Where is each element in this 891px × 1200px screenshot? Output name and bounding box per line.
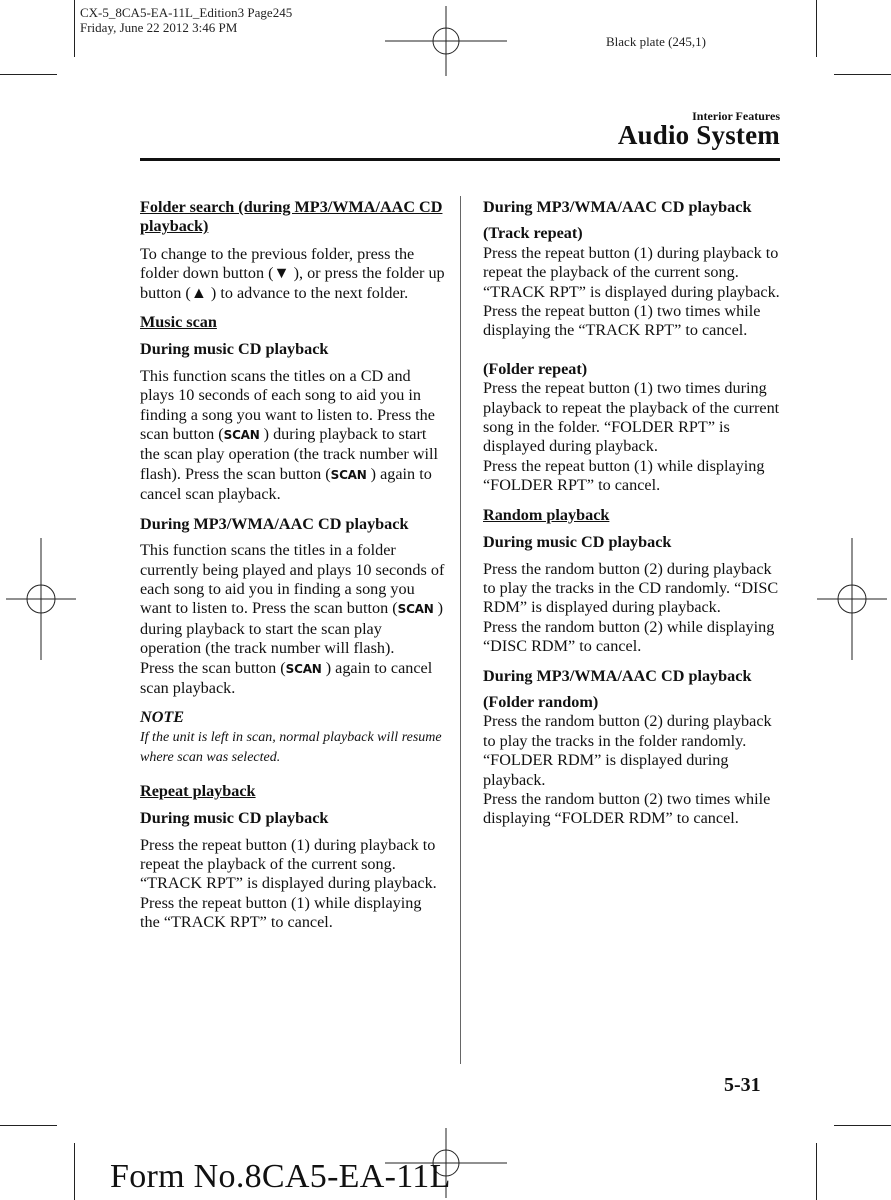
print-job-info: [80, 5, 292, 35]
folder-search-heading: Folder search (during MP3/WMA/AAC CD playback): [140, 198, 443, 236]
scan-button-icon: SCAN: [397, 602, 434, 617]
page-number: 5-31: [724, 1074, 761, 1096]
track-repeat-paragraph-2: Press the repeat button (1) two times while displaying the “TRACK RPT” to cancel.: [483, 302, 761, 340]
registration-mark-top: [385, 6, 507, 76]
folder-random-paragraph-1: Press the random button (2) during playback to play the tracks in the folder randomly. “FOLDER RDM” is displayed during playback.: [483, 712, 772, 789]
repeat-cd-paragraph-1: Press the repeat button (1) during playback to repeat the playback of the current song. “TRACK RPT” is displayed during playback.: [140, 835, 437, 893]
note-title: NOTE: [140, 708, 185, 727]
repeat-cd-paragraph-2: Press the repeat button (1) while displaying the “TRACK RPT” to cancel.: [140, 893, 422, 932]
folder-repeat-paragraph-1: Press the repeat button (1) two times during playback to repeat the playback of the current song in the folder. “FOLDER RPT” is displayed during playback.: [483, 379, 780, 456]
track-repeat-heading: (Track repeat): [483, 224, 583, 243]
repeat-cd-heading: During music CD playback: [140, 809, 329, 828]
header-rule: [140, 158, 780, 161]
mp3-scan-paragraph: This function scans the titles in a folder currently being played and plays 10 seconds of each song to aid you in finding a song you want to listen to. Press the scan button (SCAN ) during playback to start the scan play operation (the track number will flash). Press the scan button (SCAN ) again to cancel scan playback.: [140, 541, 445, 697]
registration-mark-left: [6, 538, 76, 660]
repeat-playback-heading: Repeat playback: [140, 781, 256, 800]
mp3-repeat-heading: During MP3/WMA/AAC CD playback: [483, 198, 752, 216]
random-mp3-heading: During MP3/WMA/AAC CD playback: [483, 666, 752, 685]
folder-repeat-paragraph-2: Press the repeat button (1) while displaying “FOLDER RPT” to cancel.: [483, 456, 765, 495]
scan-button-icon: SCAN: [285, 661, 322, 676]
scan-button-icon: SCAN: [330, 467, 367, 482]
folder-repeat-heading: (Folder repeat): [483, 359, 588, 378]
folder-search-paragraph: To change to the previous folder, press the folder down button (▼ ), or press the folder up button (▲ ) to advance to the next folder.: [140, 244, 445, 302]
random-playback-heading: Random playback: [483, 505, 610, 524]
note-text: If the unit is left in scan, normal playback will resume where scan was selected.: [140, 729, 442, 765]
mp3-playback-heading: During MP3/WMA/AAC CD playback: [140, 514, 409, 533]
folder-up-icon: ▲: [190, 283, 207, 302]
folder-random-paragraph-2: Press the random button (2) two times while displaying “FOLDER RDM” to cancel.: [483, 789, 771, 828]
track-repeat-paragraph-1: Press the repeat button (1) during playback to repeat the playback of the current song. “TRACK RPT” is displayed during playback.: [483, 243, 780, 301]
cd-playback-heading: During music CD playback: [140, 340, 329, 359]
folder-random-heading: (Folder random): [483, 692, 599, 711]
music-scan-heading: Music scan: [140, 313, 217, 332]
scan-button-icon: SCAN: [223, 428, 260, 443]
random-cd-paragraph-2: Press the random button (2) while displaying “DISC RDM” to cancel.: [483, 617, 775, 656]
cd-scan-paragraph: This function scans the titles on a CD and plays 10 seconds of each song to aid you in finding a song you want to listen to. Press the scan button (SCAN ) during playback to start the scan play operation (the track number will flash). Press the scan button (SCAN ) again to cancel scan playback.: [140, 366, 439, 504]
folder-down-icon: ▼: [273, 264, 290, 283]
registration-mark-right: [817, 538, 887, 660]
random-cd-paragraph-1: Press the random button (2) during playback to play the tracks in the CD randomly. “DISC RDM” is displayed during playback.: [483, 559, 779, 617]
left-column: [140, 198, 445, 933]
print-job-line-2: Friday, June 22 2012 3:46 PM: [80, 20, 238, 35]
plate-label: Black plate (245,1): [606, 34, 706, 49]
random-cd-heading: During music CD playback: [483, 533, 672, 552]
form-number: Form No.8CA5-EA-11L: [110, 1158, 451, 1195]
print-job-line-1: CX-5_8CA5-EA-11L_Edition3 Page245: [80, 5, 293, 20]
right-column: [483, 198, 783, 829]
section-title: Audio System: [617, 120, 780, 150]
column-divider: [460, 196, 461, 1064]
section-label: Interior Features: [692, 109, 780, 123]
